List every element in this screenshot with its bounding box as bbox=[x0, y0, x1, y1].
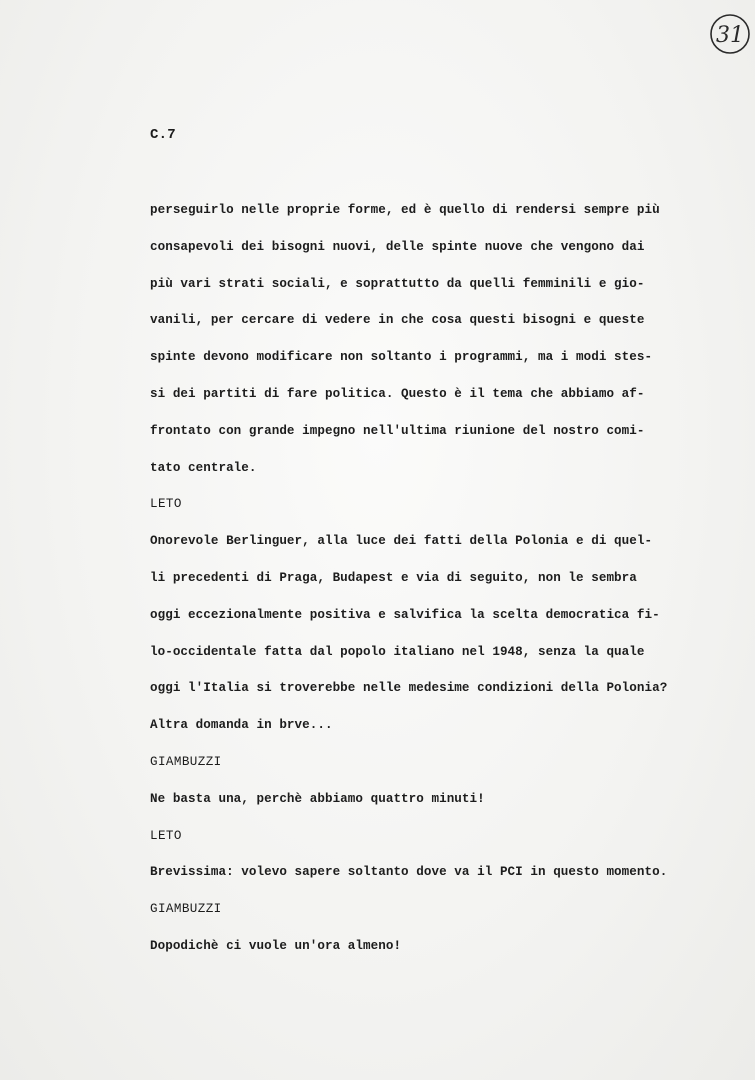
speaker-name: GIAMBUZZI bbox=[150, 902, 222, 917]
text-line: più vari strati sociali, e soprattutto da quelli femminili e gio- bbox=[150, 276, 645, 291]
text-line: Brevissima: volevo sapere soltanto dove va il PCI in questo momento. bbox=[150, 865, 668, 880]
text-line: vanili, per cercare di vedere in che cosa questi bisogni e queste bbox=[150, 313, 645, 328]
text-line: oggi eccezionalmente positiva e salvifica la scelta democratica fi- bbox=[150, 607, 660, 622]
speaker-name: LETO bbox=[150, 497, 182, 512]
text-line: spinte devono modificare non soltanto i programmi, ma i modi stes- bbox=[150, 350, 653, 365]
text-line: consapevoli dei bisogni nuovi, delle spinte nuove che vengono dai bbox=[150, 239, 645, 254]
circled-number-icon bbox=[708, 12, 752, 56]
text-line: Altra domanda in brve... bbox=[150, 718, 333, 733]
speaker-name: GIAMBUZZI bbox=[150, 754, 222, 769]
text-line: frontato con grande impegno nell'ultima riunione del nostro comi- bbox=[150, 423, 645, 438]
page-number-text: 31 bbox=[716, 23, 744, 48]
page-number-stamp bbox=[708, 12, 752, 56]
text-line: oggi l'Italia si troverebbe nelle medesime condizioni della Polonia? bbox=[150, 681, 668, 696]
text-line: Onorevole Berlinguer, alla luce dei fatti della Polonia e di quel- bbox=[150, 534, 653, 549]
text-line: perseguirlo nelle proprie forme, ed è quello di rendersi sempre più bbox=[150, 203, 660, 217]
section-code: C.7 bbox=[150, 127, 176, 143]
text-line: Dopodichè ci vuole un'ora almeno! bbox=[150, 938, 402, 953]
text-line: lo-occidentale fatta dal popolo italiano nel 1948, senza la quale bbox=[150, 644, 645, 659]
text-line: si dei partiti di fare politica. Questo è il tema che abbiamo af- bbox=[150, 386, 645, 401]
speaker-name: LETO bbox=[150, 828, 182, 843]
text-line: li precedenti di Praga, Budapest e via di seguito, non le sembra bbox=[150, 570, 637, 585]
transcript-body bbox=[150, 192, 710, 965]
text-line: tato centrale. bbox=[150, 460, 257, 475]
text-line: Ne basta una, perchè abbiamo quattro minuti! bbox=[150, 791, 485, 806]
